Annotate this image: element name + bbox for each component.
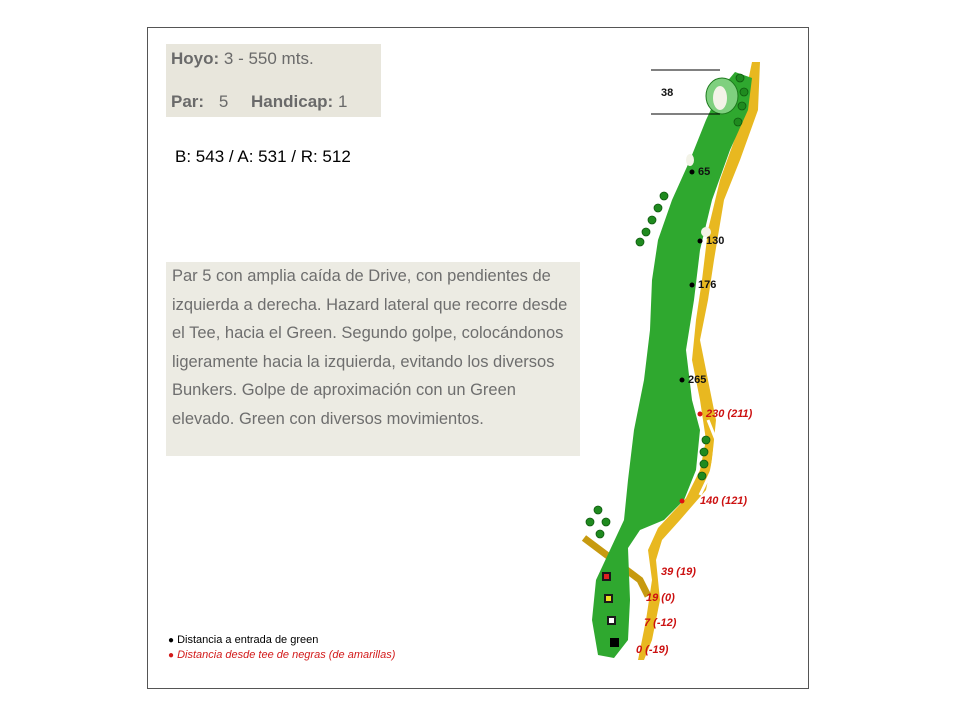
tree-icon — [654, 204, 662, 212]
tree-icon — [740, 88, 748, 96]
legend-red-label: Distancia desde tee de negras (de amarillas) — [177, 649, 396, 661]
green-depth-label: 38 — [661, 87, 674, 99]
tree-icon — [700, 460, 708, 468]
hoyo-value: 3 - 550 mts. — [223, 49, 314, 68]
red-dot-icon — [680, 499, 685, 504]
handicap-label: Handicap: — [251, 92, 334, 111]
marker-red: 230 (211) — [706, 408, 753, 420]
tree-icon — [602, 518, 610, 526]
legend — [168, 633, 395, 663]
tree-icon — [596, 530, 604, 538]
marker-red: 39 (19) — [661, 566, 696, 578]
tree-icon — [642, 228, 650, 236]
marker-red: 19 (0) — [646, 592, 675, 604]
legend-black-label: Distancia a entrada de green — [177, 634, 319, 646]
tree-icon — [660, 192, 668, 200]
tee-black-icon — [610, 638, 619, 647]
marker-red: 0 (-19) — [636, 644, 669, 656]
black-dot-icon — [698, 239, 703, 244]
tree-icon — [738, 102, 746, 110]
black-dot-icon — [680, 378, 685, 383]
tee-distances: B: 543 / A: 531 / R: 512 — [175, 147, 351, 166]
par-value: 5 — [218, 92, 229, 111]
hoyo-label: Hoyo: — [171, 49, 220, 68]
legend-red-row — [168, 648, 395, 663]
tree-icon — [698, 472, 706, 480]
fairway-bunker — [686, 154, 694, 166]
tree-icon — [648, 216, 656, 224]
red-dot-icon — [698, 412, 703, 417]
red-dot-icon: ● — [168, 650, 175, 661]
marker-red: 140 (121) — [700, 495, 748, 507]
marker-black: 130 — [706, 235, 725, 247]
black-dot-icon — [690, 283, 695, 288]
handicap-value: 1 — [337, 92, 348, 111]
par-label: Par: — [171, 92, 205, 111]
tree-icon — [586, 518, 594, 526]
marker-black: 265 — [688, 374, 707, 386]
tree-icon — [636, 238, 644, 246]
black-dot-icon: ● — [168, 635, 175, 646]
black-dot-icon — [690, 170, 695, 175]
hole-description: Par 5 con amplia caída de Drive, con pendientes de izquierda a derecha. Hazard lateral que recorre desde el Tee, hacia el Green. Segundo golpe, colocándonos ligeramente hacia la izquierda, evitando los diversos Bunkers. Golpe de aproximación con un Green elevado. Green con diversos movimientos. — [172, 267, 568, 428]
tree-icon — [734, 118, 742, 126]
marker-black: 65 — [698, 166, 711, 178]
legend-black-row — [168, 633, 395, 648]
marker-black: 176 — [698, 279, 717, 291]
tree-icon — [700, 448, 708, 456]
tree-icon — [594, 506, 602, 514]
tree-icon — [702, 436, 710, 444]
green-bunker — [713, 86, 727, 110]
tree-icon — [736, 74, 744, 82]
marker-red: 7 (-12) — [644, 617, 677, 629]
